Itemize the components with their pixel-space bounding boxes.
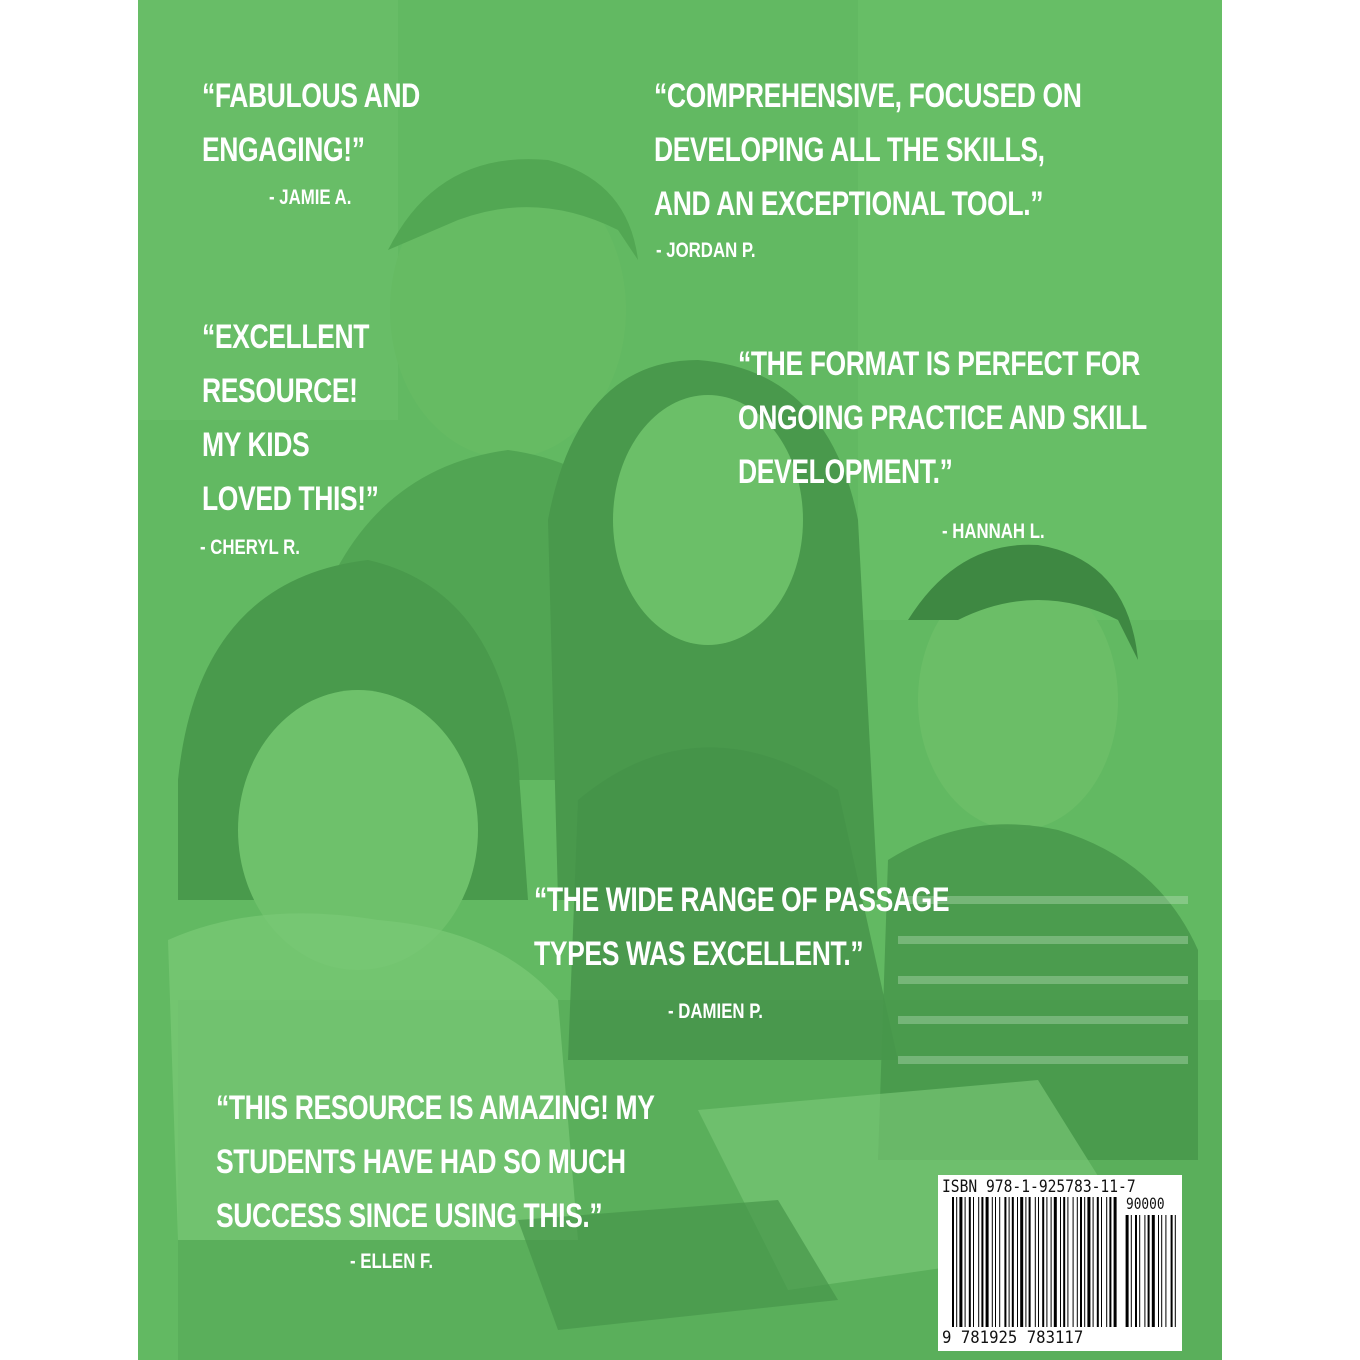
quote-line: DEVELOPING ALL THE SKILLS, (654, 131, 1045, 169)
testimonial-3-author: - CHERYL R. (200, 536, 300, 559)
quote-line: DEVELOPMENT.” (738, 453, 953, 491)
testimonial-2-quote (654, 69, 1082, 231)
quote-line: SUCCESS SINCE USING THIS.” (216, 1197, 603, 1235)
quote-line: STUDENTS HAVE HAD SO MUCH (216, 1143, 626, 1181)
quote-line: ONGOING PRACTICE AND SKILL (738, 399, 1147, 437)
barcode-bars-icon (938, 1175, 1182, 1351)
isbn-barcode (938, 1175, 1182, 1351)
testimonial-2-author: - JORDAN P. (656, 239, 756, 262)
quote-line: “THE WIDE RANGE OF PASSAGE (534, 881, 950, 919)
testimonial-1-author: - JAMIE A. (269, 186, 352, 209)
testimonial-5-quote (534, 873, 949, 981)
testimonial-4-author: - HANNAH L. (942, 520, 1045, 543)
quote-line: LOVED THIS!” (202, 480, 379, 518)
quote-line: RESOURCE! (202, 372, 358, 410)
quote-line: “FABULOUS AND (202, 77, 420, 115)
ean-digits: 9 781925 783117 (942, 1328, 1084, 1348)
testimonial-6-quote (216, 1081, 655, 1243)
back-cover (138, 0, 1222, 1360)
quote-line: ENGAGING!” (202, 131, 365, 169)
quote-line: AND AN EXCEPTIONAL TOOL.” (654, 185, 1044, 223)
quote-line: “THE FORMAT IS PERFECT FOR (738, 345, 1140, 383)
quote-line: “EXCELLENT (202, 318, 370, 356)
testimonial-6-author: - ELLEN F. (350, 1250, 434, 1273)
price-addon: 90000 (1126, 1194, 1165, 1213)
testimonial-3-quote (202, 310, 379, 526)
isbn-label: ISBN 978-1-925783-11-7 (942, 1177, 1136, 1197)
testimonial-5-author: - DAMIEN P. (668, 1000, 763, 1023)
quote-line: “COMPREHENSIVE, FOCUSED ON (654, 77, 1082, 115)
quote-line: “THIS RESOURCE IS AMAZING! MY (216, 1089, 655, 1127)
quote-line: MY KIDS (202, 426, 310, 464)
testimonial-1-quote (202, 69, 420, 177)
testimonial-4-quote (738, 337, 1147, 499)
quote-line: TYPES WAS EXCELLENT.” (534, 935, 864, 973)
